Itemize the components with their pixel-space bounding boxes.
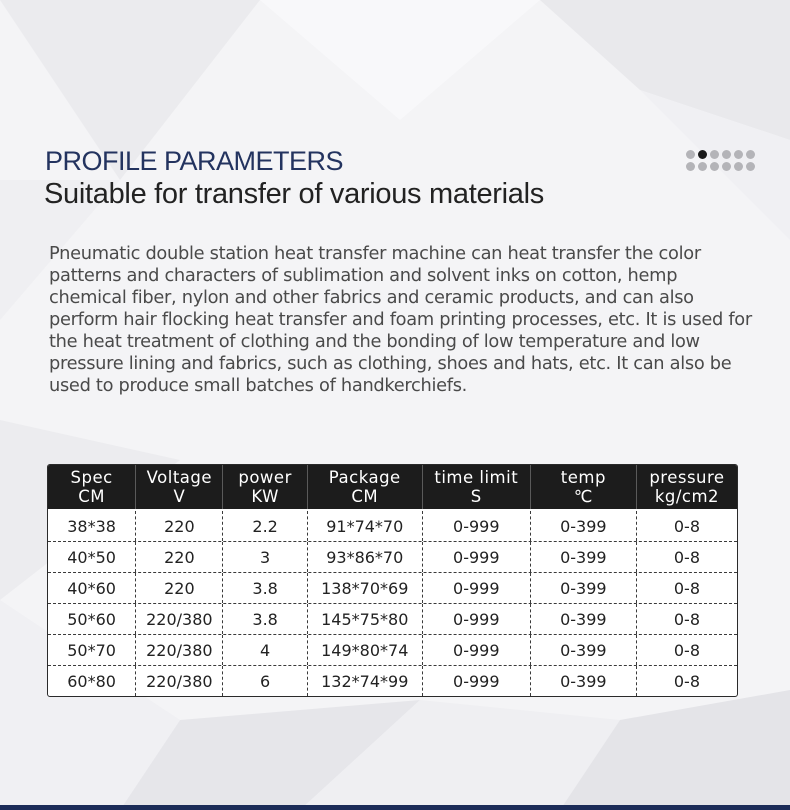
table-cell: 50*70 (48, 635, 136, 665)
table-cell: 220/380 (136, 635, 223, 665)
table-cell: 60*80 (48, 666, 136, 696)
table-cell: 0-999 (423, 604, 531, 634)
table-cell: 0-8 (673, 547, 701, 567)
table-cell: 38*38 (48, 511, 136, 541)
table-cell: 0-999 (423, 666, 531, 696)
table-cell: 132*74*99 (308, 666, 423, 696)
table-cell: 0-399 (531, 635, 637, 665)
table-header (48, 465, 737, 509)
column-header-temp (531, 465, 637, 509)
column-name: Voltage (146, 468, 213, 487)
pagination-dot[interactable] (698, 162, 707, 171)
table-row (48, 634, 737, 665)
table-cell: 3 (223, 542, 307, 572)
table-cell: 149*80*74 (308, 635, 423, 665)
column-unit: V (173, 487, 186, 506)
column-unit: S (470, 487, 482, 506)
column-header-power (223, 465, 307, 509)
column-name: Package (328, 468, 401, 487)
column-name: Spec (70, 468, 113, 487)
table-cell: 220 (136, 573, 223, 603)
table-cell: 2.2 (223, 511, 307, 541)
column-unit: CM (351, 487, 379, 506)
table-cell: 220/380 (136, 666, 223, 696)
table-cell: 3.8 (223, 604, 307, 634)
table-row (48, 511, 737, 541)
table-cell: 6 (223, 666, 307, 696)
column-name: power (238, 468, 292, 487)
column-header-package (308, 465, 423, 509)
table-cell: 220 (136, 542, 223, 572)
table-row (48, 572, 737, 603)
table-row (48, 603, 737, 634)
column-name: temp (560, 468, 606, 487)
column-header-spec (48, 465, 136, 509)
table-cell: 0-999 (423, 542, 531, 572)
table-cell: 0-999 (423, 511, 531, 541)
pagination-dot[interactable] (734, 150, 743, 159)
table-cell: 0-8 (673, 671, 701, 691)
parameters-table (47, 464, 738, 697)
pagination-dot[interactable] (686, 162, 695, 171)
table-row (48, 665, 737, 696)
column-unit: ℃ (573, 487, 593, 506)
pagination-dot[interactable] (686, 150, 695, 159)
table-cell: 220/380 (136, 604, 223, 634)
table-cell: 3.8 (223, 573, 307, 603)
pagination-dot-active[interactable] (698, 150, 707, 159)
pagination-dot[interactable] (734, 162, 743, 171)
pagination-dot[interactable] (722, 162, 731, 171)
table-cell: 145*75*80 (308, 604, 423, 634)
column-unit: CM (78, 487, 105, 506)
page-subtitle: Suitable for transfer of various materials (44, 178, 544, 210)
column-header-time-limit (423, 465, 531, 509)
pagination-dot[interactable] (746, 162, 755, 171)
table-body (48, 509, 737, 696)
table-cell: 93*86*70 (308, 542, 423, 572)
pagination-dot[interactable] (746, 150, 755, 159)
table-cell: 4 (223, 635, 307, 665)
table-cell: 0-399 (531, 666, 637, 696)
product-description: Pneumatic double station heat transfer machine can heat transfer the color patterns and characters of sublimation and solvent inks on cotton, hemp chemical fiber, nylon and other fabrics and ceramic products, and can also perform hair flocking heat transfer and foam printing processes, etc. It is used for the heat treatment of clothing and the bonding of low temperature and low pressure lining and fabrics, such as clothing, shoes and hats, etc. It can also be used to produce small batches of handkerchiefs. (49, 243, 752, 396)
pagination-dot[interactable] (710, 150, 719, 159)
table-cell: 50*60 (48, 604, 136, 634)
pagination-dot[interactable] (710, 162, 719, 171)
table-cell: 0-8 (673, 609, 701, 629)
table-cell: 40*50 (48, 542, 136, 572)
pagination-dots (686, 150, 752, 171)
table-row (48, 541, 737, 572)
bottom-accent-bar (0, 805, 790, 810)
table-cell: 40*60 (48, 573, 136, 603)
page-title: PROFILE PARAMETERS (45, 146, 344, 176)
column-header-voltage (136, 465, 223, 509)
column-name: time limit (434, 468, 519, 487)
column-header-pressure (637, 465, 737, 509)
table-cell: 0-999 (423, 573, 531, 603)
column-name: pressure (649, 468, 725, 487)
table-cell: 0-8 (673, 640, 701, 660)
pagination-dot[interactable] (722, 150, 731, 159)
column-unit: kg/cm2 (654, 487, 720, 506)
table-cell: 0-8 (673, 516, 701, 536)
table-cell: 0-399 (531, 542, 637, 572)
table-cell: 0-8 (673, 578, 701, 598)
table-cell: 0-399 (531, 511, 637, 541)
table-cell: 91*74*70 (308, 511, 423, 541)
table-cell: 0-399 (531, 604, 637, 634)
table-cell: 0-399 (531, 573, 637, 603)
table-cell: 220 (136, 511, 223, 541)
table-cell: 0-999 (423, 635, 531, 665)
column-unit: KW (251, 487, 279, 506)
table-cell: 138*70*69 (308, 573, 423, 603)
